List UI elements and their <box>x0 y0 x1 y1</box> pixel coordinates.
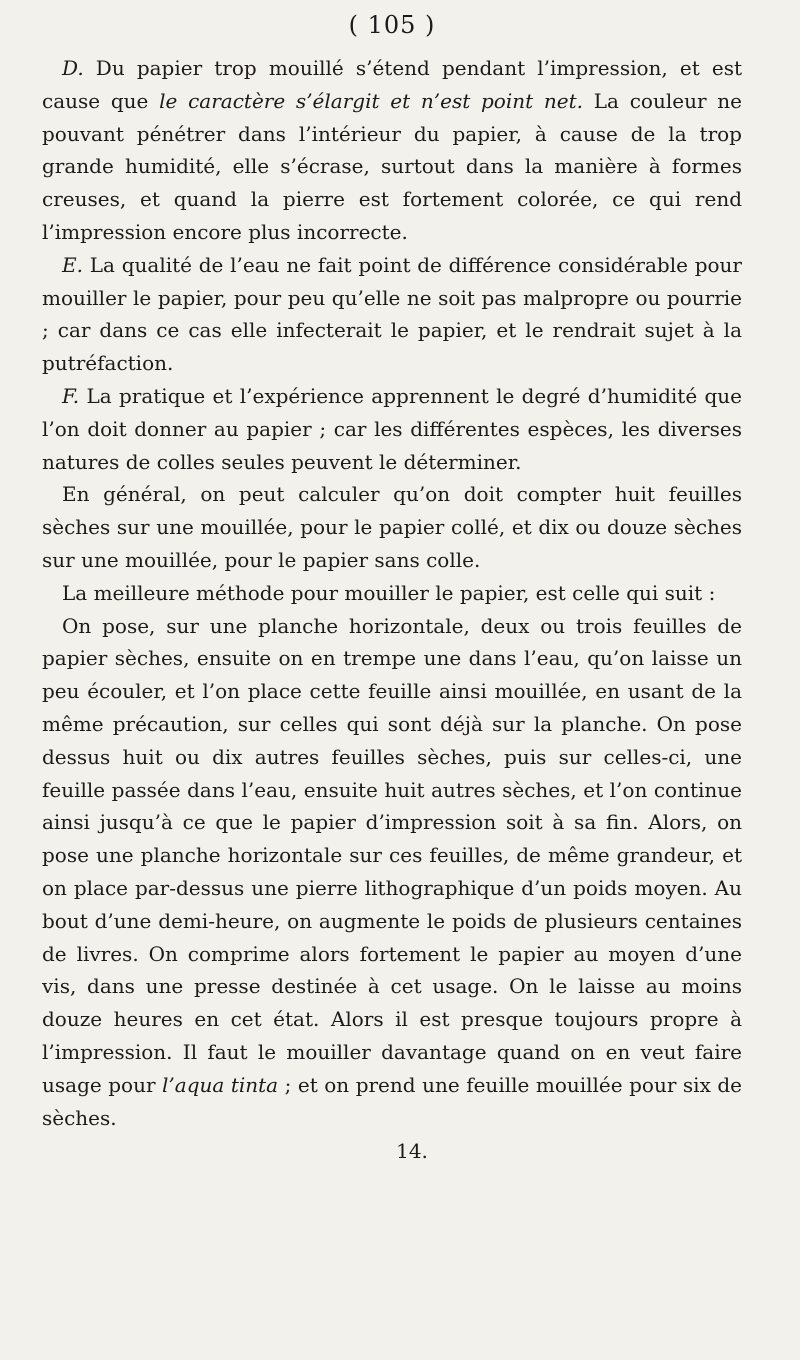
paragraph-d-tail: La couleur ne pouvant pénétrer dans l’intérieur du papier, à cause de la trop grande humidité, elle s’écrase, surtout dans la manière à formes creuses, et quand la pierre est fortement colorée, ce qui rend l’impression encore plus incorrecte. <box>42 88 742 244</box>
paragraph-e-text: La qualité de l’eau ne fait point de différence considérable pour mouiller le papier, pour peu qu’elle ne soit pas malpropre ou pourrie ; car dans ce cas elle infecterait le papier, et le rendrait sujet à la putréfaction. <box>42 252 742 376</box>
paragraph-method-intro <box>42 577 742 610</box>
paragraph-f-text: La pratique et l’expérience apprennent le degré d’humidité que l’on doit donner au papier ; car les différentes espèces, les diverses natures de colles seules peuvent le déterminer. <box>42 383 742 474</box>
paragraph-method-italic: l’aqua tinta <box>162 1072 279 1097</box>
paragraph-letter-f: F. <box>62 383 80 408</box>
signature-mark: 14. <box>396 1139 428 1164</box>
paragraph-method-tail: ; et on prend une feuille mouillée pour six de sèches. <box>42 1072 743 1130</box>
paragraph-general-text: En général, on peut calculer qu’on doit compter huit feuilles sèches sur une mouillée, pour le papier collé, et dix ou douze sèches sur une mouillée, pour le papier sans colle. <box>42 482 742 572</box>
paragraph-d-text: Du papier trop mouillé s’étend pendant l’impression, et est cause que <box>42 56 742 113</box>
body-text <box>42 52 742 1134</box>
paragraph-letter-d: D. <box>62 56 84 80</box>
paragraph-method-text: On pose, sur une planche horizontale, deux ou trois feuilles de papier sèches, ensuite on en trempe une dans l’eau, qu’on laisse un peu écouler, et l’on place cette feuille ainsi mouillée, en usant de la même précaution, sur celles qui sont déjà sur la planche. On pose dessus huit ou dix autres feuilles sèches, puis sur celles-ci, une feuille passée dans l’eau, ensuite huit autres sèches, et l’on continue ainsi jusqu’à ce que le papier d’impression soit à sa fin. Alors, on pose une planche horizontale sur ces feuilles, de même grandeur, et on place par-dessus une pierre lithographique d’un poids moyen. Au bout d’une demi-heure, on augmente le poids de plusieurs centaines de livres. On comprime alors fortement le papier au moyen d’une vis, dans une presse destinée à cet usage. On le laisse au moins douze heures en cet état. Alors il est presque toujours propre à l’impression. Il faut le mouiller davantage quand on en veut faire usage pour <box>42 613 742 1097</box>
paragraph-method <box>42 610 742 1135</box>
paragraph-general <box>42 478 742 576</box>
paragraph-f <box>42 380 742 478</box>
paragraph-d <box>42 52 742 249</box>
paragraph-d-italic: le caractère s’élargit et n’est point net. <box>159 88 584 113</box>
paragraph-e <box>42 249 742 380</box>
paragraph-method-intro-text: La meilleure méthode pour mouiller le papier, est celle qui suit : <box>62 580 716 605</box>
page-number: ( 105 ) <box>348 11 436 39</box>
paragraph-letter-e: E. <box>62 252 83 277</box>
